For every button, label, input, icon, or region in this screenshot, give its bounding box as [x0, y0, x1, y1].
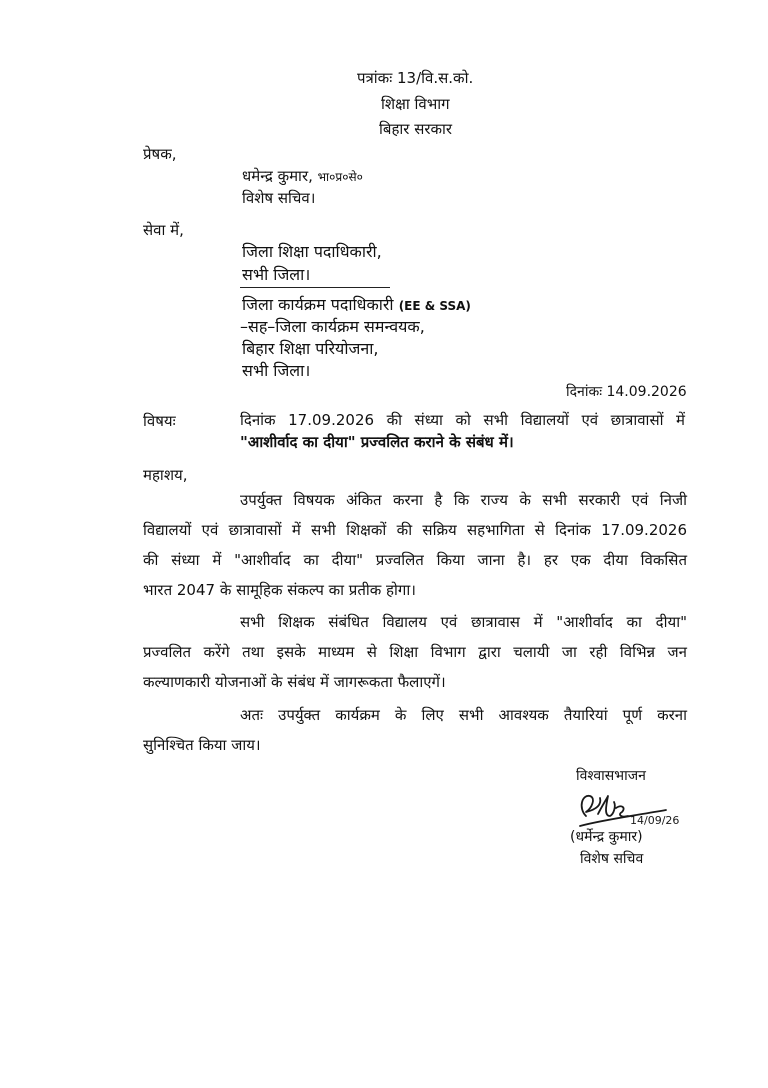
- body-paragraph-1-line-4: भारत 2047 के सामूहिक संकल्प का प्रतीक होगा।: [143, 581, 416, 599]
- signatory-designation: विशेष सचिव: [580, 851, 644, 867]
- body-paragraph-2-line-2: प्रज्वलित करेंगे तथा इसके माध्यम से शिक्षा विभाग द्वारा चलायी जा रही विभिन्न जन: [143, 643, 687, 661]
- body-paragraph-3-line-2: सुनिश्चित किया जाय।: [143, 736, 261, 754]
- recipient-line-3-text: जिला कार्यक्रम पदाधिकारी: [242, 295, 394, 314]
- salutation: महाशय,: [143, 466, 188, 484]
- closing-yours-faithfully: विश्वासभाजन: [576, 768, 646, 784]
- sender-name: [242, 166, 363, 186]
- recipient-line-3-suffix: (EE & SSA): [398, 299, 471, 313]
- body-paragraph-1-line-3: की संध्या में "आशीर्वाद का दीया" प्रज्वलित किया जाना है। हर एक दीया विकसित: [143, 551, 687, 569]
- recipient-line-1: जिला शिक्षा पदाधिकारी,: [242, 242, 382, 261]
- signature-date: 14/09/26: [630, 814, 680, 827]
- signatory-name: (धर्मेन्द्र कुमार): [570, 829, 643, 845]
- recipient-line-4: –सह–जिला कार्यक्रम समन्वयक,: [240, 317, 425, 336]
- recipient-line-6: सभी जिला।: [242, 361, 311, 380]
- sender-label: प्रेषक,: [143, 145, 177, 163]
- recipient-divider: [240, 287, 390, 288]
- body-paragraph-1-line-2: विद्यालयों एवं छात्रावासों में सभी शिक्षकों की सक्रिय सहभागिता से दिनांक 17.09.2026: [143, 521, 687, 539]
- body-paragraph-3-line-1: अतः उपर्युक्त कार्यक्रम के लिए सभी आवश्यक तैयारियां पूर्ण करना: [240, 706, 687, 724]
- subject-label: विषयः: [143, 412, 176, 430]
- body-paragraph-2-line-3: कल्याणकारी योजनाओं के संबंध में जागरूकता फैलाएगें।: [143, 673, 446, 691]
- body-paragraph-1-line-1: उपर्युक्त विषयक अंकित करना है कि राज्य के सभी सरकारी एवं निजी: [240, 491, 687, 509]
- letter-date: दिनांकः 14.09.2026: [566, 384, 687, 400]
- sender-name-text: धमेन्द्र कुमार,: [242, 167, 313, 185]
- government-name: बिहार सरकार: [379, 120, 453, 138]
- recipient-line-5: बिहार शिक्षा परियोजना,: [242, 339, 379, 358]
- recipient-line-2: सभी जिला।: [242, 265, 311, 284]
- letter-number: पत्रांकः 13/वि.स.को.: [357, 69, 474, 87]
- recipient-label: सेवा में,: [143, 221, 184, 239]
- sender-service: भा०प्र०से०: [317, 170, 363, 184]
- body-paragraph-2-line-1: सभी शिक्षक संबंधित विद्यालय एवं छात्रावास में "आशीर्वाद का दीया": [240, 613, 687, 631]
- department-name: शिक्षा विभाग: [381, 95, 450, 113]
- subject-line-2: "आशीर्वाद का दीया" प्रज्वलित कराने के संबंध में।: [240, 433, 514, 451]
- recipient-line-3: [242, 293, 471, 315]
- sender-designation: विशेष सचिव।: [242, 189, 316, 207]
- subject-line-1: दिनांक 17.09.2026 की संध्या को सभी विद्यालयों एवं छात्रावासों में: [240, 411, 685, 429]
